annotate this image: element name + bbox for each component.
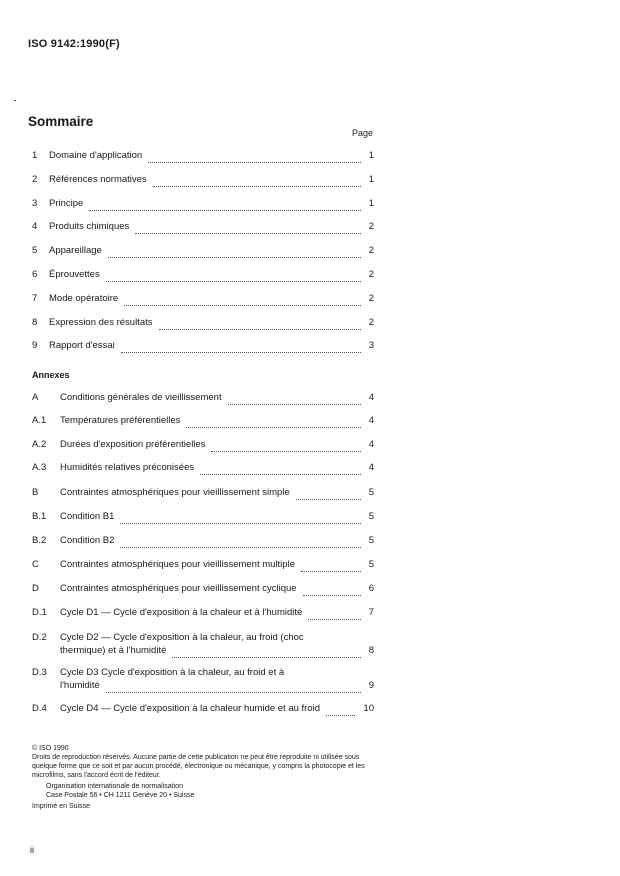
toc-number: 2 <box>32 173 38 185</box>
annexes-row <box>32 535 374 549</box>
annexes-row <box>32 462 374 476</box>
toc-page: 2 <box>368 292 374 304</box>
annexes-number: D.4 <box>32 703 47 714</box>
toc-title: Rapport d'essai <box>49 340 115 352</box>
organisation-name: Organisation internationale de normalisation <box>46 783 183 790</box>
annexes-page: 4 <box>368 415 374 426</box>
copyright-block <box>32 744 377 780</box>
annexes-leader-dots <box>186 415 360 428</box>
toc-number: 9 <box>32 340 38 352</box>
annexes-row <box>32 632 374 656</box>
annexes-number: D.2 <box>32 632 47 643</box>
annexes-number: D.1 <box>32 607 47 618</box>
toc-number: 8 <box>32 316 38 328</box>
annexes-title: Contraintes atmosphériques pour vieillissement simple <box>60 487 290 498</box>
annexes-title: Températures préférentielles <box>60 415 181 426</box>
annexes-page: 5 <box>368 487 374 498</box>
toc-page: 1 <box>368 150 374 161</box>
toc-leader-dots <box>89 198 360 211</box>
annexes-title-continued: l'humidité <box>60 680 100 691</box>
annexes-title: Durées d'exposition préférentielles <box>60 439 206 450</box>
annexes-title: Contraintes atmosphériques pour vieillissement multiple <box>60 559 295 570</box>
annexes-leader-dots <box>120 511 360 524</box>
annexes-title: Cycle D3 Cycle d'exposition à la chaleur, au froid et à <box>60 667 285 678</box>
toc-row <box>32 317 374 331</box>
toc-number: 6 <box>32 269 38 280</box>
page-title: Sommaire <box>28 114 94 129</box>
toc-title: Domaine d'application <box>49 150 143 161</box>
toc-leader-dots <box>108 245 361 258</box>
annexes-number: C <box>32 559 39 570</box>
toc-number: 3 <box>32 197 38 209</box>
toc-row <box>32 198 374 212</box>
toc-page: 2 <box>368 316 374 328</box>
annexes-page: 5 <box>368 511 374 522</box>
annexes-leader-dots <box>296 487 361 500</box>
copyright-line: © ISO 1990 <box>32 745 69 752</box>
toc-leader-dots <box>148 150 361 163</box>
toc-page: 1 <box>368 173 374 185</box>
toc-leader-dots <box>124 293 361 306</box>
toc-page: 2 <box>368 245 374 257</box>
toc-row <box>32 221 374 235</box>
annexes-page: 6 <box>368 583 374 594</box>
toc-page: 2 <box>368 221 374 233</box>
annexes-title-continued: thermique) et à l'humidité <box>60 645 167 656</box>
scan-speck <box>14 100 16 101</box>
annexes-row <box>32 392 374 406</box>
annexes-title: Cycle D1 — Cycle d'exposition à la chaleur et à l'humidité <box>60 607 303 618</box>
annexes-title: Humidités relatives préconisées <box>60 462 195 473</box>
toc-leader-dots <box>106 269 361 282</box>
toc-row <box>32 293 374 307</box>
toc-number: 1 <box>32 150 38 161</box>
page-number: ii <box>30 845 34 855</box>
annexes-leader-dots <box>308 607 360 620</box>
annexes-page: 8 <box>368 645 374 656</box>
organisation-block <box>46 782 194 800</box>
annexes-page: 7 <box>368 607 374 618</box>
annexes-number: D <box>32 583 39 594</box>
toc-leader-dots <box>135 221 360 234</box>
toc-page: 3 <box>368 340 374 352</box>
toc-row <box>32 245 374 259</box>
toc-title: Produits chimiques <box>49 221 130 233</box>
toc-title: Éprouvettes <box>49 269 100 280</box>
toc-number: 5 <box>32 245 38 257</box>
annexes-number: B <box>32 487 39 498</box>
annexes-page: 5 <box>368 535 374 546</box>
annexes-leader-dots <box>228 392 361 405</box>
annexes-row <box>32 583 374 597</box>
printed-in: Imprimé en Suisse <box>32 803 90 810</box>
annexes-page: 9 <box>368 680 374 691</box>
annexes-number: A <box>32 392 39 403</box>
annexes-heading: Annexes <box>32 370 70 380</box>
toc-row <box>32 174 374 188</box>
annexes-row <box>32 415 374 429</box>
annexes-page: 10 <box>363 703 374 714</box>
annexes-row <box>32 667 374 691</box>
toc-leader-dots <box>121 340 361 353</box>
page-column-label: Page <box>352 128 374 138</box>
toc-row <box>32 269 374 283</box>
toc-title: Références normatives <box>49 173 147 185</box>
annexes-page: 4 <box>368 439 374 450</box>
annexes-number: D.3 <box>32 667 47 678</box>
annexes-row <box>32 511 374 525</box>
annexes-row <box>32 439 374 453</box>
organisation-address: Case Postale 56 • CH 1211 Genève 20 • Suisse <box>46 792 195 799</box>
annexes-title: Cycle D2 — Cycle d'exposition à la chaleur, au froid (choc <box>60 632 304 643</box>
annexes-title: Condition B1 <box>60 511 115 522</box>
annexes-leader-dots <box>172 645 360 658</box>
annexes-title: Contraintes atmosphériques pour vieillissement cyclique <box>60 583 297 594</box>
toc-page: 1 <box>368 197 374 209</box>
annexes-number: A.3 <box>32 462 47 473</box>
annexes-leader-dots <box>303 583 361 596</box>
toc-title: Appareillage <box>49 245 102 257</box>
copyright-notice: Droits de reproduction réservés. Aucune partie de cette publication ne peut être reproduite ni utilisée sous quelque forme que ce soit et par aucun procédé, électronique ou mécanique, y compris la photocopie et les microfilms, sans l'accord écrit de l'éditeur. <box>32 754 365 779</box>
annexes-row <box>32 487 374 501</box>
annexes-leader-dots <box>106 680 361 693</box>
annexes-row <box>32 607 374 621</box>
toc-page: 2 <box>368 269 374 280</box>
annexes-title: Conditions générales de vieillissement <box>60 392 222 403</box>
toc-title: Principe <box>49 197 84 209</box>
annexes-page: 4 <box>368 462 374 473</box>
annexes-title: Cycle D4 — Cycle d'exposition à la chaleur humide et au froid <box>60 703 321 714</box>
annexes-leader-dots <box>120 535 360 548</box>
annexes-number: B.2 <box>32 535 47 546</box>
annexes-page: 4 <box>368 392 374 403</box>
annexes-number: A.1 <box>32 415 47 426</box>
annexes-page: 5 <box>368 559 374 570</box>
toc-number: 7 <box>32 292 38 304</box>
toc-row <box>32 150 374 164</box>
annexes-leader-dots <box>326 703 355 716</box>
document-header: ISO 9142:1990(F) <box>28 38 120 50</box>
annexes-leader-dots <box>211 439 360 452</box>
toc-title: Mode opératoire <box>49 292 119 304</box>
toc-leader-dots <box>153 174 361 187</box>
toc-row <box>32 340 374 354</box>
annexes-leader-dots <box>301 559 361 572</box>
toc-leader-dots <box>159 317 361 330</box>
annexes-number: A.2 <box>32 439 47 450</box>
annexes-leader-dots <box>200 462 361 475</box>
annexes-title: Condition B2 <box>60 535 115 546</box>
annexes-number: B.1 <box>32 511 47 522</box>
annexes-row <box>32 559 374 573</box>
toc-number: 4 <box>32 221 38 233</box>
annexes-row <box>32 703 374 717</box>
toc-title: Expression des résultats <box>49 316 153 328</box>
